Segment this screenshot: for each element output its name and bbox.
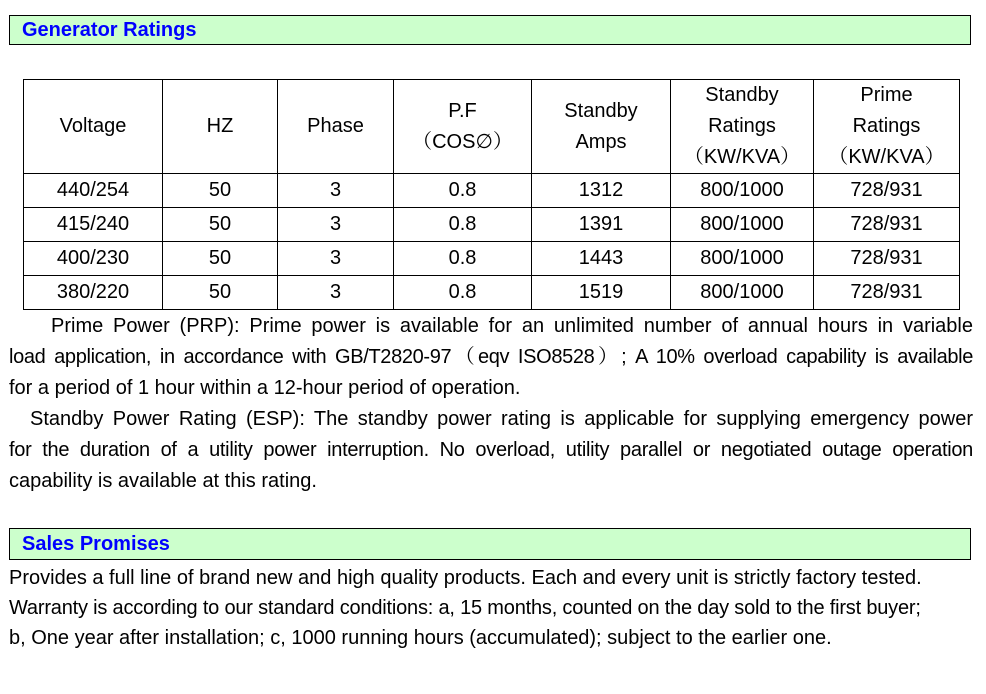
cell-prime-ratings: 728/931 [814,208,960,242]
table-row [24,174,960,208]
sales-promises-paragraph [9,563,979,653]
standby-power-line-3: capability is available at this rating. [9,470,317,492]
cell-standby-amps: 1443 [532,242,671,276]
cell-voltage: 400/230 [24,242,163,276]
cell-standby-ratings: 800/1000 [671,242,814,276]
cell-prime-ratings: 728/931 [814,276,960,310]
table-row [24,242,960,276]
cell-power-factor: 0.8 [394,242,532,276]
cell-standby-amps: 1312 [532,174,671,208]
prime-power-line-3: for a period of 1 hour within a 12-hour period of operation. [9,377,521,399]
prime-power-line-1: Prime Power (PRP): Prime power is available for an unlimited number of annual hours in variable [51,315,973,337]
prime-power-paragraph [9,311,973,404]
sales-line-1: Provides a full line of brand new and high quality products. Each and every unit is strictly factory tested. [9,567,922,589]
cell-power-factor: 0.8 [394,276,532,310]
sales-line-2: Warranty is according to our standard conditions: a, 15 months, counted on the day sold to the first buyer; [9,597,921,619]
generator-ratings-table [23,79,960,310]
cell-voltage: 415/240 [24,208,163,242]
cell-standby-ratings: 800/1000 [671,276,814,310]
header-hz: HZ [163,80,278,174]
header-standby-ratings: Standby Ratings （KW/KVA） [671,80,814,174]
cell-prime-ratings: 728/931 [814,242,960,276]
standby-power-line-2: for the duration of a utility power interruption. No overload, utility parallel or negotiated outage operation [9,439,973,461]
sales-line-3: b, One year after installation; c, 1000 running hours (accumulated); subject to the earlier one. [9,627,832,649]
table-row [24,276,960,310]
cell-hz: 50 [163,174,278,208]
cell-phase: 3 [278,242,394,276]
header-phase: Phase [278,80,394,174]
sales-promises-header: Sales Promises [9,528,971,560]
cell-standby-amps: 1391 [532,208,671,242]
cell-voltage: 440/254 [24,174,163,208]
table-header-row [24,80,960,174]
cell-phase: 3 [278,174,394,208]
standby-power-line-1: Standby Power Rating (ESP): The standby power rating is applicable for supplying emergency power [30,408,973,430]
header-voltage: Voltage [24,80,163,174]
table-row [24,208,960,242]
cell-standby-ratings: 800/1000 [671,174,814,208]
cell-hz: 50 [163,242,278,276]
standby-power-paragraph [9,404,973,497]
cell-hz: 50 [163,208,278,242]
cell-standby-amps: 1519 [532,276,671,310]
cell-power-factor: 0.8 [394,174,532,208]
cell-phase: 3 [278,208,394,242]
header-prime-ratings: Prime Ratings （KW/KVA） [814,80,960,174]
header-power-factor: P.F （COS∅） [394,80,532,174]
prime-power-line-2: load application, in accordance with GB/T2820-97（eqv ISO8528）; A 10% overload capability is available [9,346,973,368]
generator-ratings-header: Generator Ratings [9,15,971,45]
cell-standby-ratings: 800/1000 [671,208,814,242]
cell-phase: 3 [278,276,394,310]
cell-hz: 50 [163,276,278,310]
header-standby-amps: Standby Amps [532,80,671,174]
cell-voltage: 380/220 [24,276,163,310]
cell-prime-ratings: 728/931 [814,174,960,208]
cell-power-factor: 0.8 [394,208,532,242]
